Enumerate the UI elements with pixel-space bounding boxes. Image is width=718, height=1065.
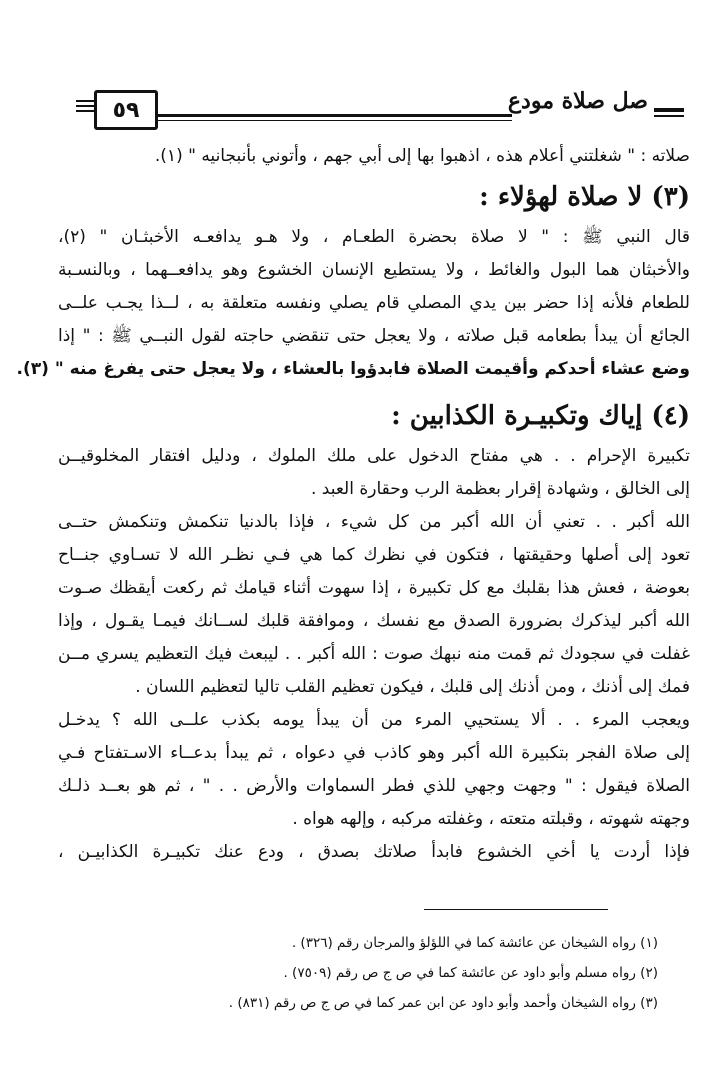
paragraph-line: الله أكبر . . تعني أن الله أكبر من كل شيء ، فإذا بالدنيا تنكمش وتنكمش حتــى (58, 512, 690, 532)
header-rule-ornament (76, 110, 94, 112)
header-rule (156, 120, 512, 121)
paragraph-line: تكبيرة الإحرام . . هي مفتاح الدخول على ملك الملوك ، ودليل افتقار المخلوقيــن (58, 446, 690, 466)
footnote: (٣) رواه الشيخان وأحمد وأبو داود عن ابن عمر كما في ص ج ص رقم (٨٣١) . (228, 995, 658, 1011)
paragraph-line: إلى الخالق ، وشهادة إقرار بعظمة الرب وحقارة العبد . (311, 479, 690, 499)
paragraph-line: غفلت في سجودك ثم قمت منه نبهك صوت : الله أكبر . . ليبعث فيك التعظيم يسري مــن (58, 644, 690, 664)
paragraph-line: بعوضة ، فعش هذا بقلبك مع كل تكبيرة ، إذا سهوت أثناء قيامك ثم ركعت أيقظك صـوت (58, 578, 690, 598)
paragraph-line: للطعام فلأنه إذا حضر بين يدي المصلي قام يصلي ونفسه متعلقة به ، لــذا يجـب علــى (58, 293, 690, 313)
paragraph-line: ويعجب المرء . . ألا يستحيي المرء من أن يبدأ يومه بكذب علــى الله ؟ يدخـل (58, 710, 690, 730)
page-header (84, 86, 684, 130)
paragraph-line: وضع عشاء أحدكم وأقيمت الصلاة فابدؤوا بالعشاء ، ولا يعجل حتى يفرغ منه " (٣). (16, 359, 690, 379)
header-rule-ornament (654, 108, 684, 112)
footnotes (58, 928, 658, 1018)
paragraph-line: الجائع أن يبدأ بطعامه قبل صلاته ، ولا يعجل حتى تنقضي حاجته لقول النبــي ﷺ : " إذا (58, 326, 690, 346)
section-heading: (٣) لا صلاة لهؤلاء : (479, 182, 690, 212)
page-number: ٥٩ (94, 90, 158, 130)
paragraph-line: فإذا أردت يا أخي الخشوع فابدأ صلاتك بصدق ، ودع عنك تكبيـرة الكذابيـن ، (58, 842, 690, 862)
paragraph-line: الله أكبر ليذكرك بضرورة الصدق مع نفسك ، وموافقة قلبك لســانك فيمـا يقـول ، وإذا (58, 611, 690, 631)
footnote: (١) رواه الشيخان عن عائشة كما في اللؤلؤ والمرجان رقم (٣٢٦) . (291, 935, 658, 951)
section-heading: (٤) إياك وتكبيـرة الكذابين : (391, 401, 690, 431)
footnote-separator (424, 909, 608, 910)
paragraph-line: قال النبي ﷺ : " لا صلاة بحضرة الطعـام ، ولا هـو يدافعـه الأخبثـان " (٢)، (58, 227, 690, 247)
footnote: (٢) رواه مسلم وأبو داود عن عائشة كما في ص ج ص رقم (٧٥٠٩) . (283, 965, 658, 981)
main-text (16, 140, 690, 869)
paragraph-line: تعود إلى أصلها وحقيقتها ، فتكون في نظرك كما هي فـي نظـر الله لا تسـاوي جنــاح (58, 545, 690, 565)
header-rule-ornament (76, 105, 94, 107)
header-rule (156, 114, 512, 117)
paragraph-line: وجهته شهوته ، وقبلته متعته ، وغفلته مركبه ، وإلهه هواه . (292, 809, 690, 829)
paragraph-line: والأخبثان هما البول والغائط ، ولا يستطيع الإنسان الخشوع وهو يدافعــهما ، وبالنسـبة (58, 260, 690, 280)
paragraph-line: إلى صلاة الفجر بتكبيرة الله أكبر وهو كاذب في دعواه ، ثم يبدأ بدعــاء الاسـتفتاح فـي (58, 743, 690, 763)
paragraph-line: فمك إلى أذنك ، ومن أذنك إلى قلبك ، فيكون تعظيم القلب تاليا لتعظيم اللسان . (135, 677, 690, 697)
header-rule-ornament (654, 115, 684, 117)
paragraph-line: الصلاة فيقول : " وجهت وجهي للذي فطر السماوات والأرض . . " ، ثم هو بعــد ذلـك (58, 776, 690, 796)
running-title: صل صلاة مودع (507, 88, 648, 114)
paragraph-line: صلاته : " شغلتني أعلام هذه ، اذهبوا بها إلى أبي جهم ، وأتوني بأنبجانيه " (١). (154, 146, 690, 166)
header-rule-ornament (76, 100, 94, 102)
